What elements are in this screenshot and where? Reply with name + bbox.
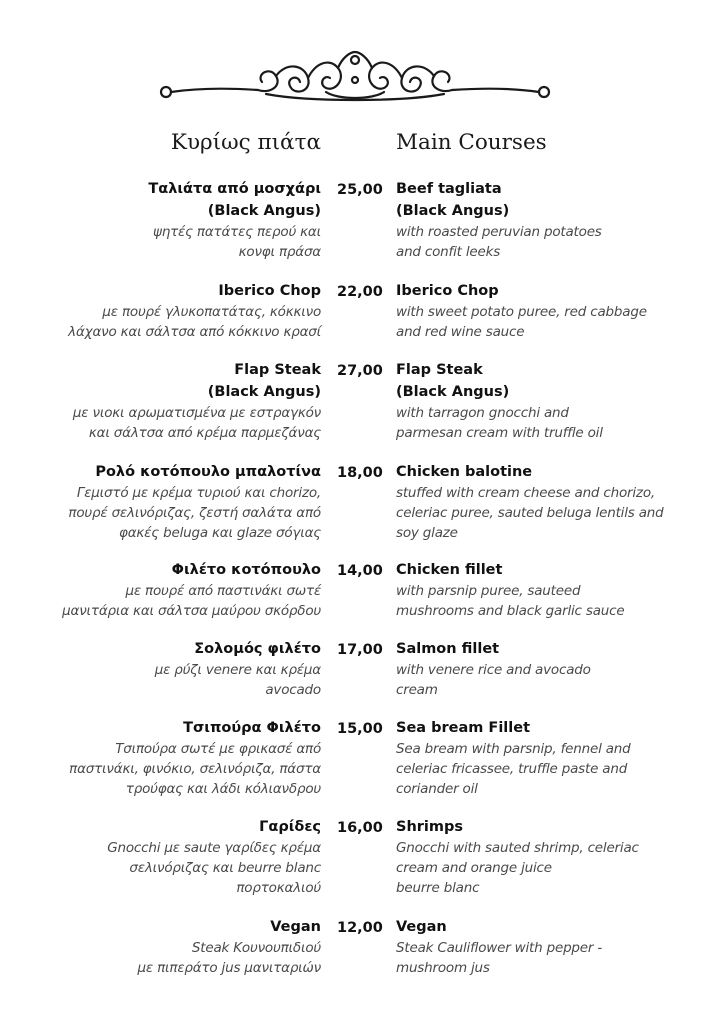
dish-name-greek: Φιλέτο κοτόπουλο: [171, 562, 321, 578]
dish-description-english: with roasted peruvian potatoes: [396, 224, 602, 240]
dish-name-english: Iberico Chop: [396, 283, 499, 299]
dish-name-english-line2: (Black Angus): [396, 203, 510, 219]
dish-description-english: cream and orange juice: [396, 860, 552, 876]
dish-name-english: Flap Steak: [396, 362, 483, 378]
price: 17,00: [337, 642, 383, 658]
price: 16,00: [337, 820, 383, 836]
dish-description-english: soy glaze: [396, 525, 458, 541]
dish-description-greek: με ρύζι venere και κρέμα: [154, 662, 321, 678]
dish-description-greek: με πουρέ γλυκοπατάτας, κόκκινο: [102, 304, 321, 320]
dish-description-greek: με νιοκι αρωματισμένα με εστραγκόν: [72, 405, 321, 421]
dish-name-greek: Iberico Chop: [218, 283, 321, 299]
greek-description-block: [21, 461, 321, 543]
dish-name-greek: Flap Steak: [234, 362, 321, 378]
dish-description-english: mushroom jus: [396, 960, 490, 976]
greek-description-block: [21, 559, 321, 621]
english-description-block: [396, 359, 696, 443]
greek-description-block: [21, 816, 321, 898]
price: 27,00: [337, 363, 383, 379]
dish-name-greek: Τσιπούρα Φιλέτο: [183, 720, 321, 736]
dish-name-greek: Vegan: [270, 919, 321, 935]
dish-description-english: Gnocchi with sauted shrimp, celeriac: [396, 840, 639, 856]
price: 18,00: [337, 465, 383, 481]
english-description-block: [396, 717, 696, 799]
dish-name-english-line2: (Black Angus): [396, 384, 510, 400]
dish-description-greek: με πιπεράτο jus μανιταριών: [137, 960, 321, 976]
dish-description-english: and confit leeks: [396, 244, 501, 260]
dish-description-english: with sweet potato puree, red cabbage: [396, 304, 647, 320]
dish-name-greek-line2: (Black Angus): [207, 384, 321, 400]
price: 22,00: [337, 284, 383, 300]
greek-section-title: Κυρίως πιάτα: [170, 130, 321, 155]
dish-description-english: celeriac fricassee, truffle paste and: [396, 761, 628, 777]
dish-description-greek: παστινάκι, φινόκιο, σελινόριζα, πάστα: [69, 761, 321, 777]
dish-description-greek: μανιτάρια και σάλτσα μαύρου σκόρδου: [62, 603, 321, 619]
dish-description-greek: με πουρέ από παστινάκι σωτέ: [125, 583, 321, 599]
dish-description-english: beurre blanc: [396, 880, 480, 896]
dish-description-greek: avocado: [265, 682, 321, 698]
dish-description-greek: κονφι πράσα: [238, 244, 321, 260]
english-description-block: [396, 559, 696, 621]
dish-description-greek: Gnocchi με saute γαρίδες κρέμα: [107, 840, 321, 856]
dish-name-english: Chicken fillet: [396, 562, 503, 578]
dish-description-greek: Steak Κουνουπιδιού: [191, 940, 321, 956]
dish-name-english: Shrimps: [396, 819, 464, 835]
dish-description-english: cream: [396, 682, 438, 698]
price: 15,00: [337, 721, 383, 737]
dish-name-greek: Ταλιάτα από μοσχάρι: [148, 181, 321, 197]
dish-description-greek: πουρέ σελινόριζας, ζεστή σαλάτα από: [68, 505, 321, 521]
greek-description-block: [21, 280, 321, 342]
price: 25,00: [337, 182, 383, 198]
dish-description-english: Steak Cauliflower with pepper -: [396, 940, 603, 956]
dish-name-greek-line2: (Black Angus): [207, 203, 321, 219]
dish-description-english: mushrooms and black garlic sauce: [396, 603, 625, 619]
dish-description-greek: λάχανο και σάλτσα από κόκκινο κρασί: [68, 324, 321, 340]
dish-description-english: coriander oil: [396, 781, 478, 797]
dish-description-english: Sea bream with parsnip, fennel and: [396, 741, 631, 757]
price: 12,00: [337, 920, 383, 936]
decorative-flourish: [158, 48, 552, 106]
english-description-block: [396, 638, 696, 700]
greek-description-block: [21, 717, 321, 799]
dish-description-english: with venere rice and avocado: [396, 662, 591, 678]
dish-name-english: Vegan: [396, 919, 447, 935]
greek-description-block: [21, 359, 321, 443]
dish-description-greek: σελινόριζας και beurre blanc: [129, 860, 321, 876]
dish-description-english: with parsnip puree, sauteed: [396, 583, 581, 599]
greek-description-block: [21, 638, 321, 700]
dish-name-greek: Ρολό κοτόπουλο μπαλοτίνα: [95, 464, 321, 480]
english-description-block: [396, 280, 696, 342]
greek-description-block: [21, 178, 321, 262]
english-section-title: Main Courses: [396, 130, 547, 155]
dish-description-greek: και σάλτσα από κρέμα παρμεζάνας: [88, 425, 321, 441]
dish-name-greek: Σολομός φιλέτο: [194, 641, 321, 657]
dish-description-english: stuffed with cream cheese and chorizo,: [396, 485, 655, 501]
dish-description-greek: τρούφας και λάδι κόλιανδρου: [125, 781, 321, 797]
greek-description-block: [21, 916, 321, 978]
price: 14,00: [337, 563, 383, 579]
dish-description-greek: Γεμιστό με κρέμα τυριού και chorizo,: [76, 485, 321, 501]
dish-name-greek: Γαρίδες: [259, 819, 321, 835]
english-description-block: [396, 461, 696, 543]
dish-description-greek: φακές beluga και glaze σόγιας: [119, 525, 321, 541]
dish-description-english: with tarragon gnocchi and: [396, 405, 569, 421]
dish-description-greek: πορτοκαλιού: [236, 880, 321, 896]
english-description-block: [396, 816, 696, 898]
dish-description-english: and red wine sauce: [396, 324, 525, 340]
dish-description-english: celeriac puree, sauted beluga lentils and: [396, 505, 664, 521]
dish-name-english: Salmon fillet: [396, 641, 500, 657]
dish-name-english: Chicken balotine: [396, 464, 533, 480]
dish-name-english: Beef tagliata: [396, 181, 502, 197]
english-description-block: [396, 178, 696, 262]
dish-description-greek: ψητές πατάτες περού και: [153, 224, 321, 240]
english-description-block: [396, 916, 696, 978]
dish-description-english: parmesan cream with truffle oil: [396, 425, 603, 441]
dish-name-english: Sea bream Fillet: [396, 720, 530, 736]
dish-description-greek: Τσιπούρα σωτέ με φρικασέ από: [115, 741, 321, 757]
